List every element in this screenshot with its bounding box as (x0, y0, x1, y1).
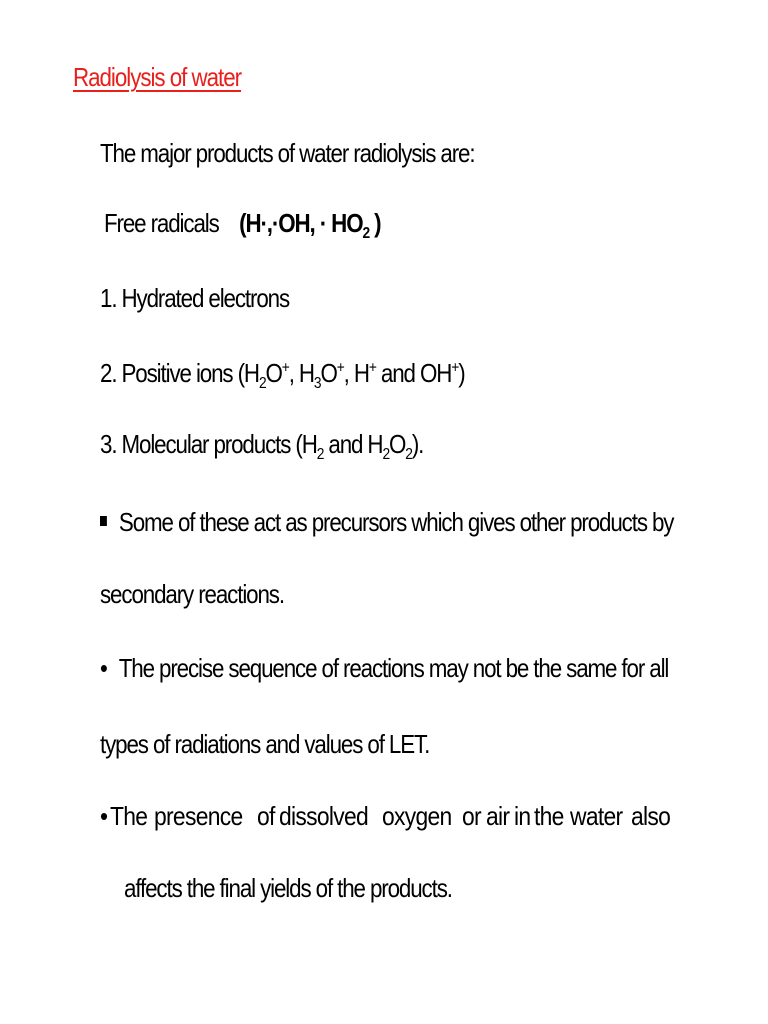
free-radicals-line (104, 207, 381, 243)
item-hydrated-electrons: 1. Hydrated electrons (100, 283, 290, 313)
free-radicals-formula: (H·,·OH, · $HO_2$ ) (239, 208, 381, 243)
intro-line (100, 137, 474, 169)
item-molecular-products: 3. Molecular products ($H_2$ and $H_2O_2$). (100, 429, 424, 464)
bullet-precursors-line2: secondary reactions. (100, 579, 284, 609)
bullet-sequence-line2: types of radiations and values of LET. (100, 729, 430, 759)
square-bullet-icon (100, 516, 107, 526)
round-bullet-icon: • (100, 653, 107, 683)
free-radicals-label: Free radicals (104, 208, 219, 238)
intro-text: The major products of water radiolysis are: (100, 138, 475, 168)
bullet-oxygen-line2: affects the final yields of the products. (124, 873, 452, 903)
item-positive-ions: 2. Positive ions ($H_2O^+$, $H_3O^+$, H+ and OH+) (100, 358, 465, 393)
slide-title: Radiolysis of water (73, 62, 242, 92)
bullet-sequence-line1: • The precise sequence of reactions may not be the same for all (100, 653, 669, 683)
round-bullet-icon: • (100, 801, 108, 831)
bullet-oxygen-line1: • The presence of dissolved oxygen or air in the water also (100, 801, 671, 831)
bullet-precursors-line1: Some of these act as precursors which gives other products by (100, 506, 673, 538)
